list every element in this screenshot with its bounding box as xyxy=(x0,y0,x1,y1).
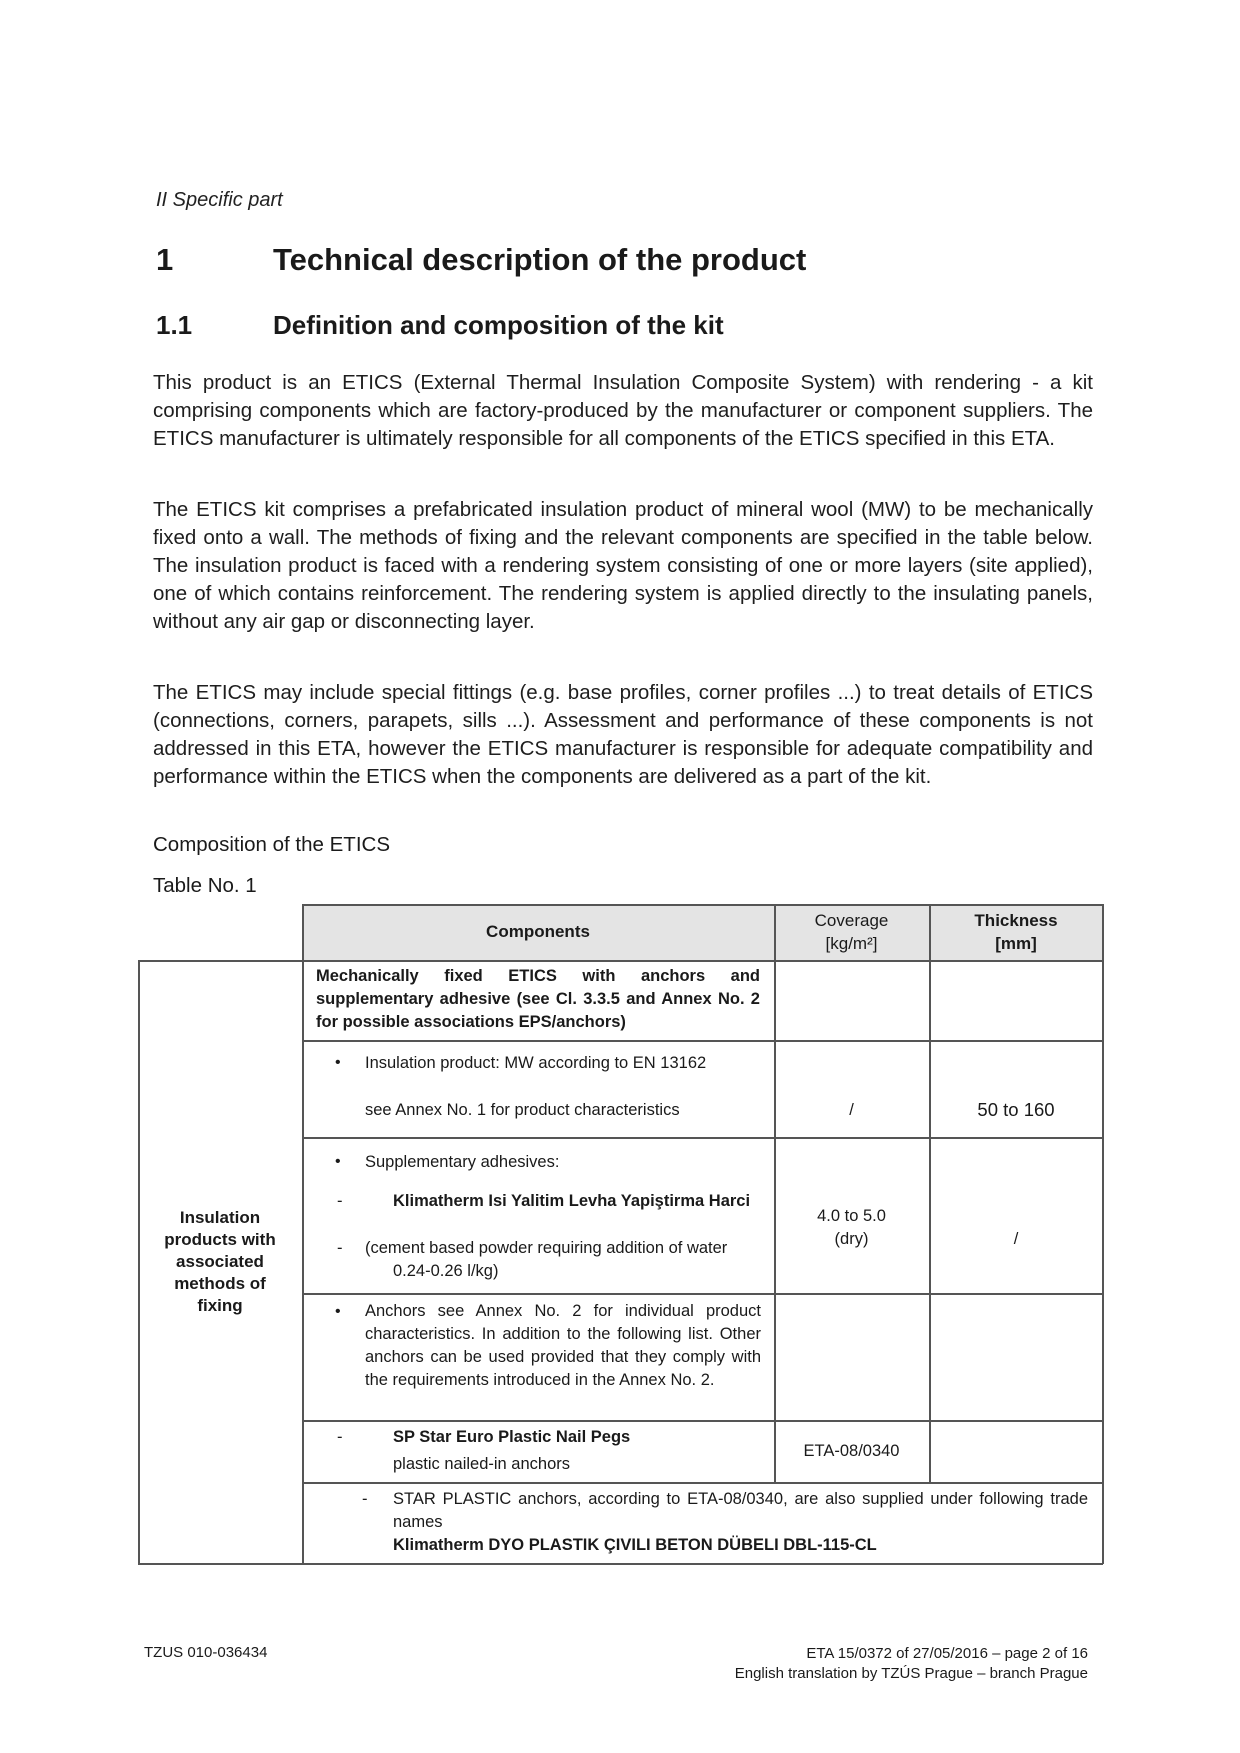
row-group-label: Insulation products with associated methods of fixing xyxy=(164,1208,276,1315)
dash-icon: - xyxy=(337,1239,343,1257)
table-border xyxy=(302,1293,1103,1295)
table-border xyxy=(302,1482,1103,1484)
table-row-coverage: ETA-08/0340 xyxy=(803,1442,900,1460)
table-border xyxy=(929,904,931,1482)
footer-translation-note: English translation by TZÚS Prague – branch Prague xyxy=(734,1665,1088,1682)
heading-1-title: Technical description of the product xyxy=(273,242,807,277)
heading-2-number: 1.1 xyxy=(156,310,193,340)
dash-icon: - xyxy=(362,1490,368,1508)
table-border xyxy=(138,1563,1103,1565)
product-name: Klimatherm DYO PLASTIK ÇIVILI BETON DÜBELI DBL-115-CL xyxy=(393,1536,877,1554)
table-border xyxy=(302,904,1103,906)
table-row-component: Anchors see Annex No. 2 for individual product characteristics. In addition to the following list. Other anchors can be used provided that they comply with the requirements introduced in the Annex No. 2. xyxy=(365,1302,761,1389)
section-label: II Specific part xyxy=(156,189,283,211)
heading-2-title: Definition and composition of the kit xyxy=(273,310,724,340)
product-note: (cement based powder requiring addition of water 0.24-0.26 l/kg) xyxy=(365,1239,728,1280)
dash-icon: - xyxy=(337,1192,343,1210)
table-border xyxy=(302,1420,1103,1422)
product-name: Klimatherm Isi Yalitim Levha Yapiştirma Harci xyxy=(393,1192,751,1210)
paragraph-2: The ETICS kit comprises a prefabricated insulation product of mineral wool (MW) to be mechanically fixed onto a wall. The methods of fixing and the relevant components are specified in the table below. The insulation product is faced with a rendering system consisting of one or more layers (site applied), one of which contains reinforcement. The rendering system is applied directly to the insulating panels, without any air gap or disconnecting layer. xyxy=(153,498,1093,633)
paragraph-1: This product is an ETICS (External Thermal Insulation Composite System) with rendering - a kit comprising components which are factory-produced by the manufacturer or component suppliers. The ETICS manufacturer is ultimately responsible for all components of the ETICS specified in this ETA. xyxy=(153,371,1093,450)
bullet-icon: • xyxy=(335,1153,341,1170)
footer-page-info: ETA 15/0372 of 27/05/2016 – page 2 of 16 xyxy=(806,1645,1088,1662)
table-row-coverage: 4.0 to 5.0 (dry) xyxy=(817,1207,886,1248)
table-row-component: Supplementary adhesives: xyxy=(365,1153,560,1171)
dash-icon: - xyxy=(337,1428,343,1446)
table-border xyxy=(138,960,1103,962)
footer-doc-id: TZUS 010-036434 xyxy=(144,1644,268,1661)
paragraph-3: The ETICS may include special fittings (e.g. base profiles, corner profiles ...) to treat details of ETICS (connections, corners, parapets, sills ...). Assessment and performance of these components is not addressed in this ETA, however the ETICS manufacturer is responsible for adequate compatibility and performance within the ETICS when the components are delivered as a part of the kit. xyxy=(153,681,1093,788)
table-border xyxy=(302,1040,1103,1042)
table-border xyxy=(302,1137,1103,1139)
table-row-component-note: see Annex No. 1 for product characteristics xyxy=(365,1101,680,1119)
composition-label: Composition of the ETICS xyxy=(153,833,390,856)
footer-reference xyxy=(735,1644,1088,1684)
table-row-component: STAR PLASTIC anchors, according to ETA-08/0340, are also supplied under following trade names xyxy=(393,1490,1088,1531)
table-row-component: Insulation product: MW according to EN 13162 xyxy=(365,1054,707,1072)
bullet-icon: • xyxy=(335,1303,341,1320)
header-thickness: Thickness [mm] xyxy=(974,911,1058,953)
header-coverage: Coverage [kg/m²] xyxy=(814,911,889,953)
table-border xyxy=(774,904,776,1482)
table-label: Table No. 1 xyxy=(153,874,257,897)
product-name: SP Star Euro Plastic Nail Pegs xyxy=(393,1428,631,1446)
heading-1-number: 1 xyxy=(156,242,174,277)
header-components: Components xyxy=(486,922,590,941)
table-border xyxy=(302,904,304,1564)
table-row-thickness: / xyxy=(1013,1230,1019,1248)
table-row-thickness: 50 to 160 xyxy=(977,1099,1055,1120)
table-row-coverage: / xyxy=(849,1101,854,1119)
bullet-icon: • xyxy=(335,1054,341,1071)
table-row-component: Mechanically fixed ETICS with anchors and supplementary adhesive (see Cl. 3.3.5 and Annex No. 2 for possible associations EPS/anchors) xyxy=(316,967,760,1031)
product-note: plastic nailed-in anchors xyxy=(393,1455,571,1473)
table-border xyxy=(138,960,140,1564)
